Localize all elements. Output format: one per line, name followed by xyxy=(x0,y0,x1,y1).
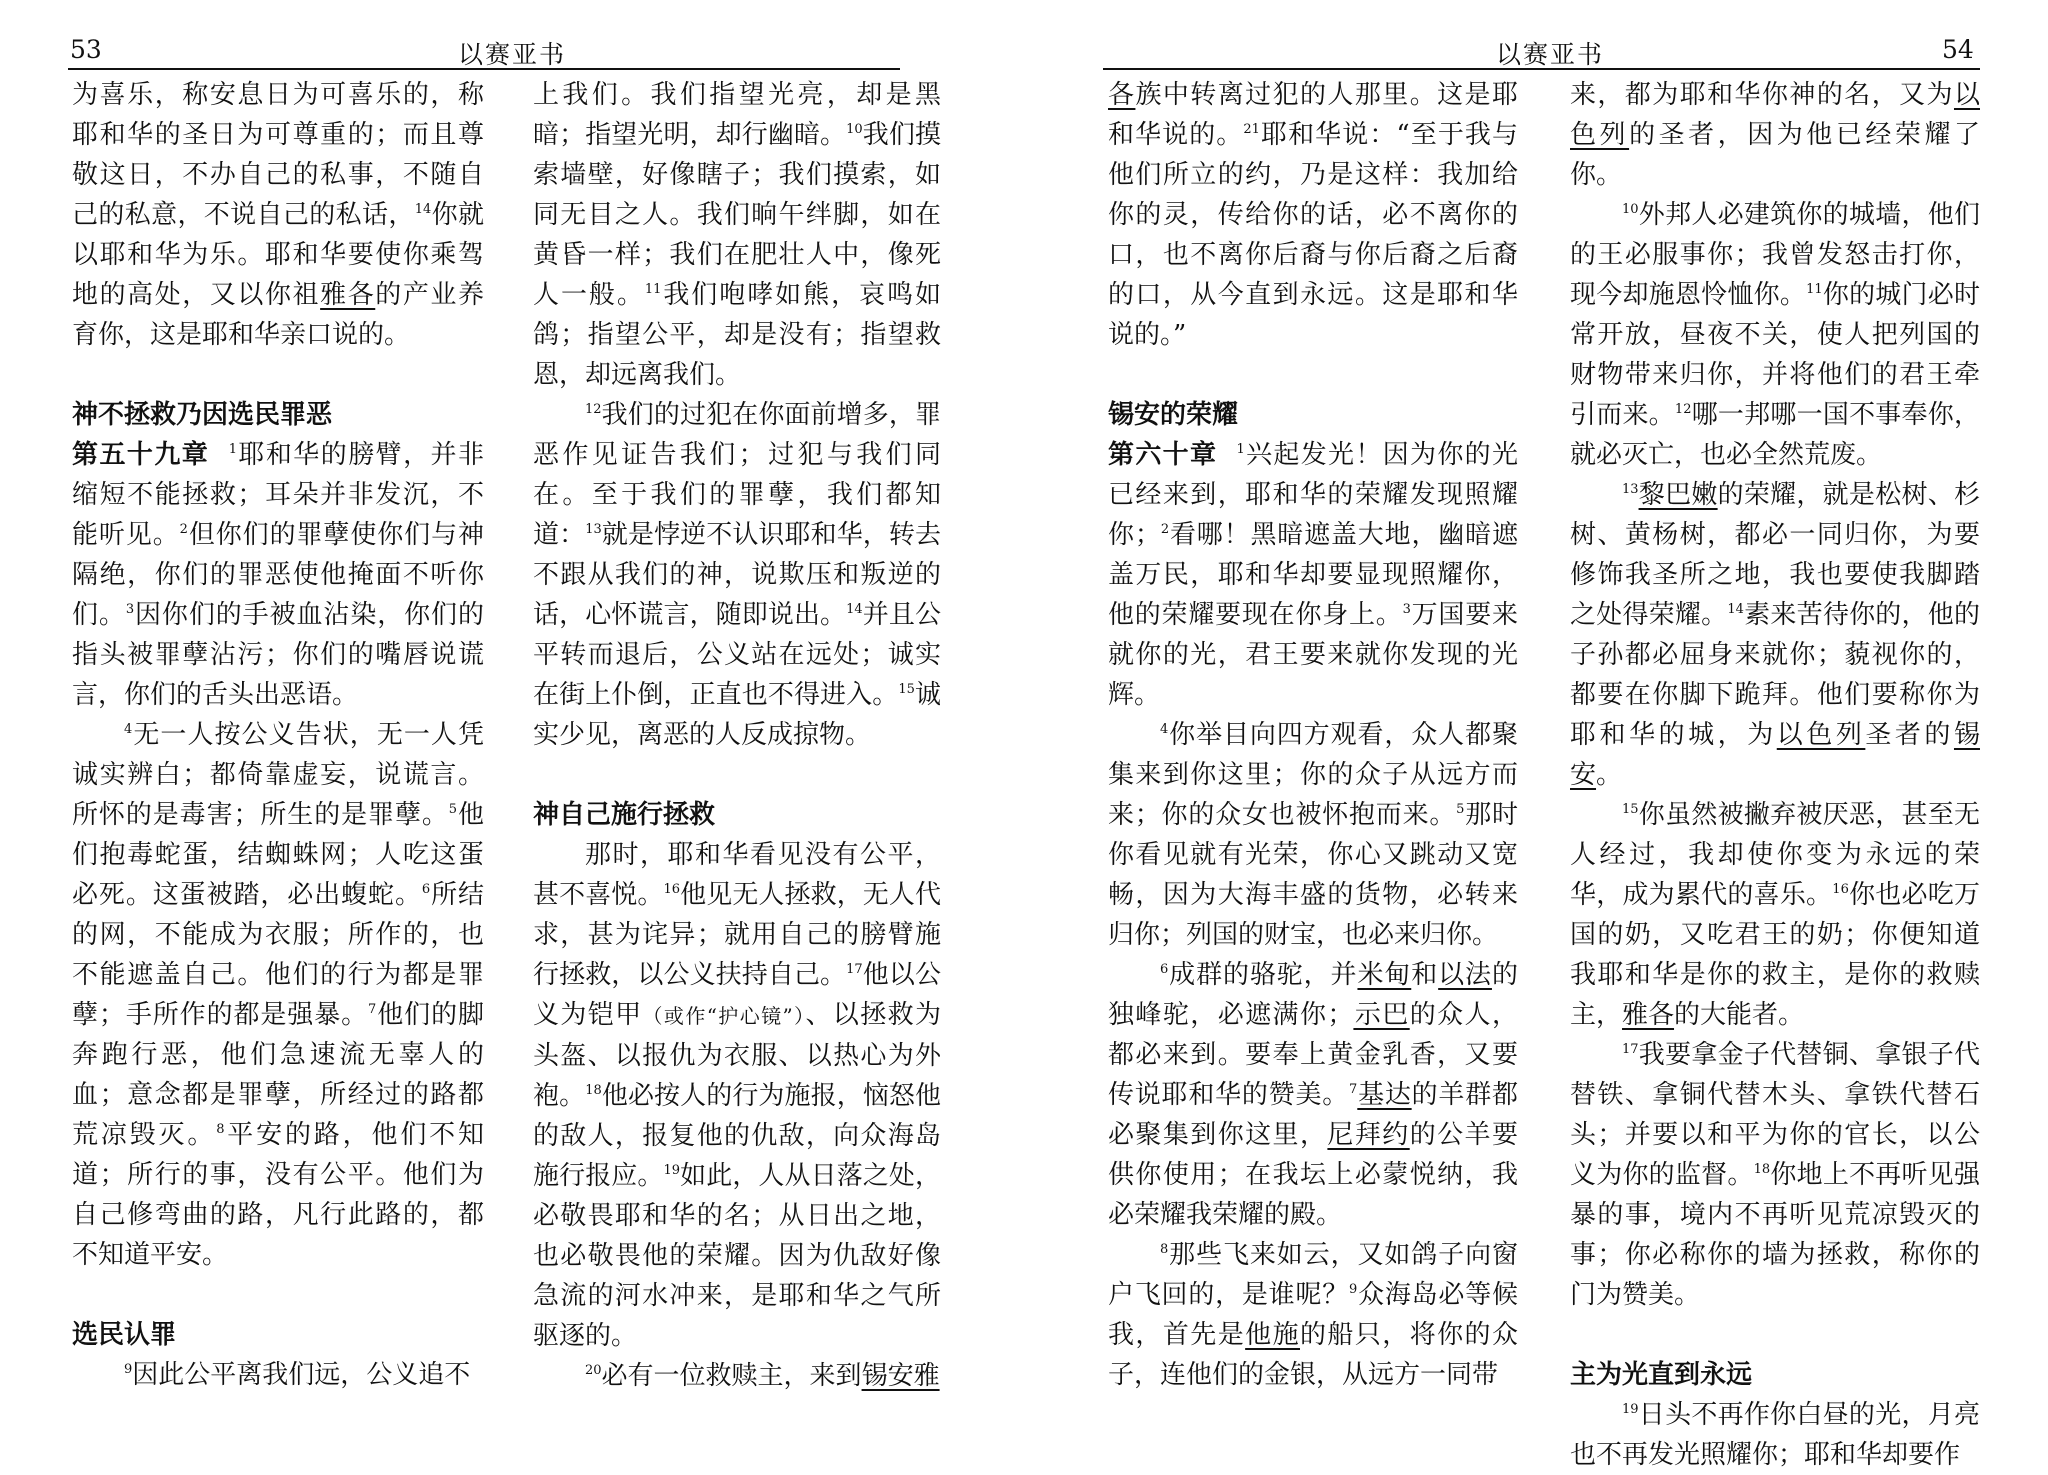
paragraph: $^{19}$日头不再作你白昼的光，月亮也不再发光照耀你；耶和华却要作 xyxy=(1570,1400,1980,1470)
left-column-2 xyxy=(533,75,941,1425)
right-page-number: 54 xyxy=(1942,35,1974,64)
left-running-title: 以赛亚书 xyxy=(458,40,567,69)
section-heading: 选民认罪 xyxy=(72,1320,177,1350)
paragraph: 来，都为耶和华你神的名，又为以色列的圣者，因为他已经荣耀了你。 xyxy=(1570,80,1980,190)
section-heading: 神自己施行拯救 xyxy=(533,800,716,830)
paragraph: $^6$成群的骆驼，并米甸和以法的独峰驼，必遮满你；示巴的众人，都必来到。要奉上黄金乳香，又要传说耶和华的赞美。$^7$基达的羊群都必聚集到你这里，尼拜约的公羊要供你使用；在我坛上必蒙悦纳，我必荣耀我荣耀的殿。 xyxy=(1108,960,1518,1230)
section-heading: 主为光直到永远 xyxy=(1570,1360,1753,1390)
paragraph: $^4$无一人按公义告状，无一人凭诚实辨白；都倚靠虚妄，说谎言。所怀的是毒害；所生的是罪孽。$^5$他们抱毒蛇蛋，结蜘蛛网；人吃这蛋必死。这蛋被踏，必出蝮蛇。$^6$所结的网，不能成为衣服；所作的，也不能遮盖自己。他们的行为都是罪孽；手所作的都是强暴。$^7$他们的脚奔跑行恶，他们急速流无辜人的血；意念都是罪孽，所经过的路都荒凉毁灭。$^8$平安的路，他们不知道；所行的事，没有公平。他们为自己修弯曲的路，凡行此路的，都不知道平安。 xyxy=(72,720,484,1270)
paragraph: $^{20}$必有一位救赎主，来到锡安雅 xyxy=(585,1361,940,1391)
chapter-title: 第六十章 xyxy=(1108,440,1218,470)
left-column-1 xyxy=(72,75,484,1425)
section-heading: 神不拯救乃因选民罪恶 xyxy=(72,400,333,430)
chapter-title: 第五十九章 xyxy=(72,440,210,470)
paragraph: $^{17}$我要拿金子代替铜、拿银子代替铁、拿铜代替木头、拿铁代替石头；并要以和平为你的官长，以公义为你的监督。$^{18}$你地上不再听见强暴的事，境内不再听见荒凉毁灭的事；你必称你的墙为拯救，称你的门为赞美。 xyxy=(1570,1040,1980,1310)
left-page-number: 53 xyxy=(70,35,102,64)
paragraph: $^{13}$黎巴嫩的荣耀，就是松树、杉树、黄杨树，都必一同归你，为要修饰我圣所之地，我也要使我脚踏之处得荣耀。$^{14}$素来苦待你的，他的子孙都必屈身来就你；藐视你的，都要在你脚下跪拜。他们要称你为耶和华的城，为以色列圣者的锡安。 xyxy=(1570,480,1980,790)
left-header-rule xyxy=(68,68,900,70)
paragraph: 各族中转离过犯的人那里。这是耶和华说的。$^{21}$耶和华说：“至于我与他们所立的约，乃是这样：我加给你的灵，传给你的话，必不离你的口，也不离你后裔与你后裔之后裔的口，从今直到永远。这是耶和华说的。” xyxy=(1108,80,1518,350)
right-column-1 xyxy=(1108,75,1518,1425)
footnote-note: （或作“护心镜”） xyxy=(642,1004,806,1028)
paragraph: $^9$因此公平离我们远，公义追不 xyxy=(124,1360,471,1390)
paragraph: $^{10}$外邦人必建筑你的城墙，他们的王必服事你；我曾发怒击打你，现今却施恩怜恤你。$^{11}$你的城门必时常开放，昼夜不关，使人把列国的财物带来归你，并将他们的君王牵引而来。$^{12}$哪一邦哪一国不事奉你，就必灭亡，也必全然荒废。 xyxy=(1570,200,1980,470)
paragraph: $^8$那些飞来如云，又如鸽子向窗户飞回的，是谁呢？$^9$众海岛必等候我，首先是他施的船只，将你的众子，连他们的金银，从远方一同带 xyxy=(1108,1240,1518,1390)
paragraph: $^4$你举目向四方观看，众人都聚集来到你这里；你的众子从远方而来；你的众女也被怀抱而来。$^5$那时你看见就有光荣，你心又跳动又宽畅，因为大海丰盛的货物，必转来归你；列国的财宝，也必来归你。 xyxy=(1108,720,1518,950)
paragraph: $^{15}$你虽然被撇弃被厌恶，甚至无人经过，我却使你变为永远的荣华，成为累代的喜乐。$^{16}$你也必吃万国的奶，又吃君王的奶；你便知道我耶和华是你的救主，是你的救赎主，雅各的大能者。 xyxy=(1570,800,1980,1030)
right-column-2 xyxy=(1570,75,1980,1470)
paragraph: 那时，耶和华看见没有公平，甚不喜悦。$^{16}$他见无人拯救，无人代求，甚为诧异；就用自己的膀臂施行拯救，以公义扶持自己。$^{17}$他以公义为铠甲（或作“护心镜”）、以拯救为头盔、以报仇为衣服、以热心为外袍。$^{18}$他必按人的行为施报，恼怒他的敌人，报复他的仇敌，向众海岛施行报应。$^{19}$如此，人从日落之处，必敬畏耶和华的名；从日出之地，也必敬畏他的荣耀。因为仇敌好像急流的河水冲来，是耶和华之气所驱逐的。 xyxy=(533,840,941,1351)
paragraph: $^{12}$我们的过犯在你面前增多，罪恶作见证告我们；过犯与我们同在。至于我们的罪孽，我们都知道：$^{13}$就是悖逆不认识耶和华，转去不跟从我们的神，说欺压和叛逆的话，心怀谎言，随即说出。$^{14}$并且公平转而退后，公义站在远处；诚实在街上仆倒，正直也不得进入。$^{15}$诚实少见，离恶的人反成掠物。 xyxy=(533,400,941,750)
paragraph: 为喜乐，称安息日为可喜乐的，称耶和华的圣日为可尊重的；而且尊敬这日，不办自己的私事，不随自己的私意，不说自己的私话，$^{14}$你就以耶和华为乐。耶和华要使你乘驾地的高处，又以你祖雅各的产业养育你，这是耶和华亲口说的。 xyxy=(72,80,484,350)
section-heading: 锡安的荣耀 xyxy=(1108,400,1239,430)
chapter-paragraph: 第五十九章 $^1$耶和华的膀臂，并非缩短不能拯救；耳朵并非发沉，不能听见。$^2$但你们的罪孽使你们与神隔绝，你们的罪恶使他掩面不听你们。$^3$因你们的手被血沾染，你们的指头被罪孽沾污；你们的嘴唇说谎言，你们的舌头出恶语。 xyxy=(72,440,484,710)
chapter-paragraph: 第六十章 $^1$兴起发光！因为你的光已经来到，耶和华的荣耀发现照耀你；$^2$看哪！黑暗遮盖大地，幽暗遮盖万民，耶和华却要显现照耀你，他的荣耀要现在你身上。$^3$万国要来就你的光，君王要来就你发现的光辉。 xyxy=(1108,440,1518,710)
paragraph: 上我们。我们指望光亮，却是黑暗；指望光明，却行幽暗。$^{10}$我们摸索墙壁，好像瞎子；我们摸索，如同无目之人。我们晌午绊脚，如在黄昏一样；我们在肥壮人中，像死人一般。$^{11}$我们咆哮如熊，哀鸣如鸽；指望公平，却是没有；指望救恩，却远离我们。 xyxy=(533,80,941,390)
right-running-title: 以赛亚书 xyxy=(1496,40,1605,69)
